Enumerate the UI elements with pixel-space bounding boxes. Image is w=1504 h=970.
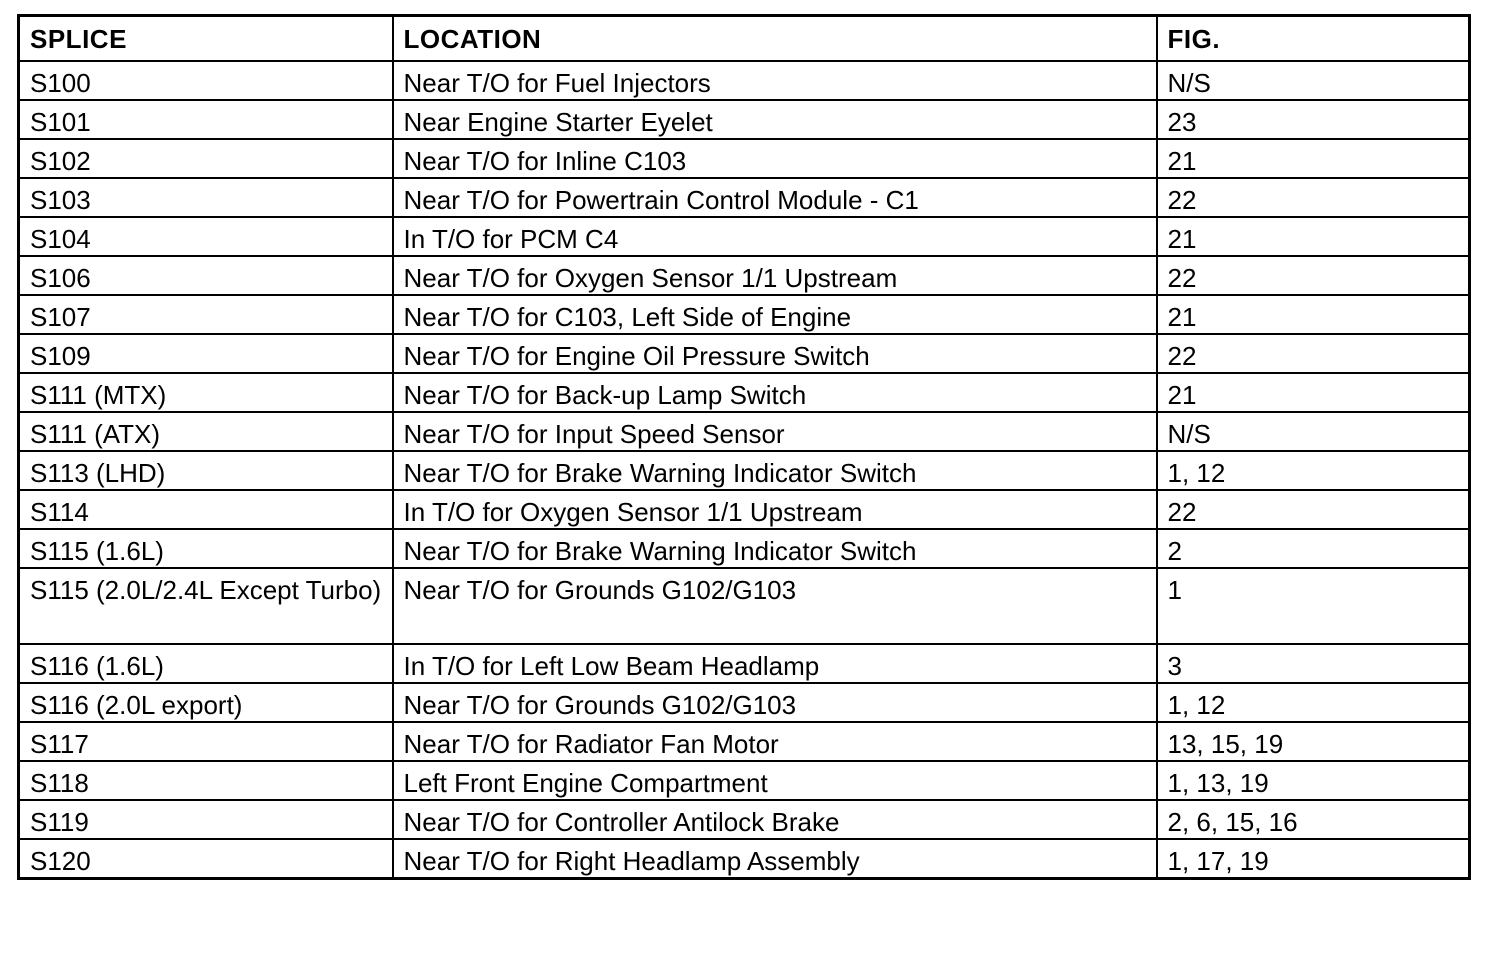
location-cell: Near T/O for Right Headlamp Assembly	[393, 839, 1157, 879]
fig-cell: N/S	[1157, 412, 1470, 451]
location-cell: Near T/O for Inline C103	[393, 139, 1157, 178]
fig-cell: 13, 15, 19	[1157, 722, 1470, 761]
fig-cell: 21	[1157, 373, 1470, 412]
table-row	[19, 800, 1470, 839]
splice-cell: S115 (1.6L)	[19, 529, 393, 568]
splice-cell: S111 (ATX)	[19, 412, 393, 451]
splice-cell: S116 (2.0L export)	[19, 683, 393, 722]
splice-cell: S120	[19, 839, 393, 879]
table-row	[19, 139, 1470, 178]
header-fig: FIG.	[1157, 16, 1470, 61]
splice-cell: S106	[19, 256, 393, 295]
splice-cell: S114	[19, 490, 393, 529]
table-row	[19, 683, 1470, 722]
location-cell: Near T/O for Grounds G102/G103	[393, 683, 1157, 722]
table-row	[19, 529, 1470, 568]
fig-cell: N/S	[1157, 61, 1470, 100]
fig-cell: 2	[1157, 529, 1470, 568]
splice-cell: S113 (LHD)	[19, 451, 393, 490]
table-row	[19, 61, 1470, 100]
splice-cell: S111 (MTX)	[19, 373, 393, 412]
splice-cell: S109	[19, 334, 393, 373]
location-cell: Near T/O for Brake Warning Indicator Switch	[393, 529, 1157, 568]
fig-cell: 22	[1157, 178, 1470, 217]
table-row	[19, 761, 1470, 800]
location-cell: Near T/O for Grounds G102/G103	[393, 568, 1157, 644]
fig-cell: 22	[1157, 490, 1470, 529]
fig-cell: 1	[1157, 568, 1470, 644]
location-cell: Near T/O for Radiator Fan Motor	[393, 722, 1157, 761]
fig-cell: 21	[1157, 217, 1470, 256]
table-row	[19, 839, 1470, 879]
location-cell: In T/O for Oxygen Sensor 1/1 Upstream	[393, 490, 1157, 529]
location-cell: Near T/O for Fuel Injectors	[393, 61, 1157, 100]
location-cell: Left Front Engine Compartment	[393, 761, 1157, 800]
splice-cell: S102	[19, 139, 393, 178]
location-cell: Near T/O for Engine Oil Pressure Switch	[393, 334, 1157, 373]
fig-cell: 3	[1157, 644, 1470, 683]
fig-cell: 1, 12	[1157, 683, 1470, 722]
fig-cell: 1, 13, 19	[1157, 761, 1470, 800]
location-cell: Near T/O for Oxygen Sensor 1/1 Upstream	[393, 256, 1157, 295]
table-row	[19, 178, 1470, 217]
table-row	[19, 256, 1470, 295]
table-row	[19, 451, 1470, 490]
location-cell: Near Engine Starter Eyelet	[393, 100, 1157, 139]
splice-cell: S100	[19, 61, 393, 100]
table-row	[19, 334, 1470, 373]
splice-cell: S104	[19, 217, 393, 256]
splice-cell: S101	[19, 100, 393, 139]
location-cell: Near T/O for Powertrain Control Module - C1	[393, 178, 1157, 217]
location-cell: Near T/O for C103, Left Side of Engine	[393, 295, 1157, 334]
table-row	[19, 217, 1470, 256]
header-splice: SPLICE	[19, 16, 393, 61]
table-header-row	[19, 16, 1470, 61]
table-row	[19, 373, 1470, 412]
table-row	[19, 568, 1470, 644]
fig-cell: 2, 6, 15, 16	[1157, 800, 1470, 839]
fig-cell: 1, 12	[1157, 451, 1470, 490]
location-cell: Near T/O for Back-up Lamp Switch	[393, 373, 1157, 412]
splice-cell: S107	[19, 295, 393, 334]
location-cell: In T/O for Left Low Beam Headlamp	[393, 644, 1157, 683]
fig-cell: 23	[1157, 100, 1470, 139]
location-cell: In T/O for PCM C4	[393, 217, 1157, 256]
fig-cell: 22	[1157, 334, 1470, 373]
location-cell: Near T/O for Brake Warning Indicator Switch	[393, 451, 1157, 490]
table-row	[19, 295, 1470, 334]
location-cell: Near T/O for Controller Antilock Brake	[393, 800, 1157, 839]
splice-cell: S116 (1.6L)	[19, 644, 393, 683]
splice-cell: S118	[19, 761, 393, 800]
location-cell: Near T/O for Input Speed Sensor	[393, 412, 1157, 451]
table-row	[19, 490, 1470, 529]
table-row	[19, 644, 1470, 683]
fig-cell: 21	[1157, 295, 1470, 334]
splice-cell: S117	[19, 722, 393, 761]
table-row	[19, 722, 1470, 761]
fig-cell: 22	[1157, 256, 1470, 295]
splice-location-table	[17, 14, 1471, 880]
splice-cell: S103	[19, 178, 393, 217]
splice-cell: S119	[19, 800, 393, 839]
table-row	[19, 100, 1470, 139]
fig-cell: 21	[1157, 139, 1470, 178]
table-row	[19, 412, 1470, 451]
splice-cell: S115 (2.0L/2.4L Except Turbo)	[19, 568, 393, 644]
fig-cell: 1, 17, 19	[1157, 839, 1470, 879]
header-location: LOCATION	[393, 16, 1157, 61]
